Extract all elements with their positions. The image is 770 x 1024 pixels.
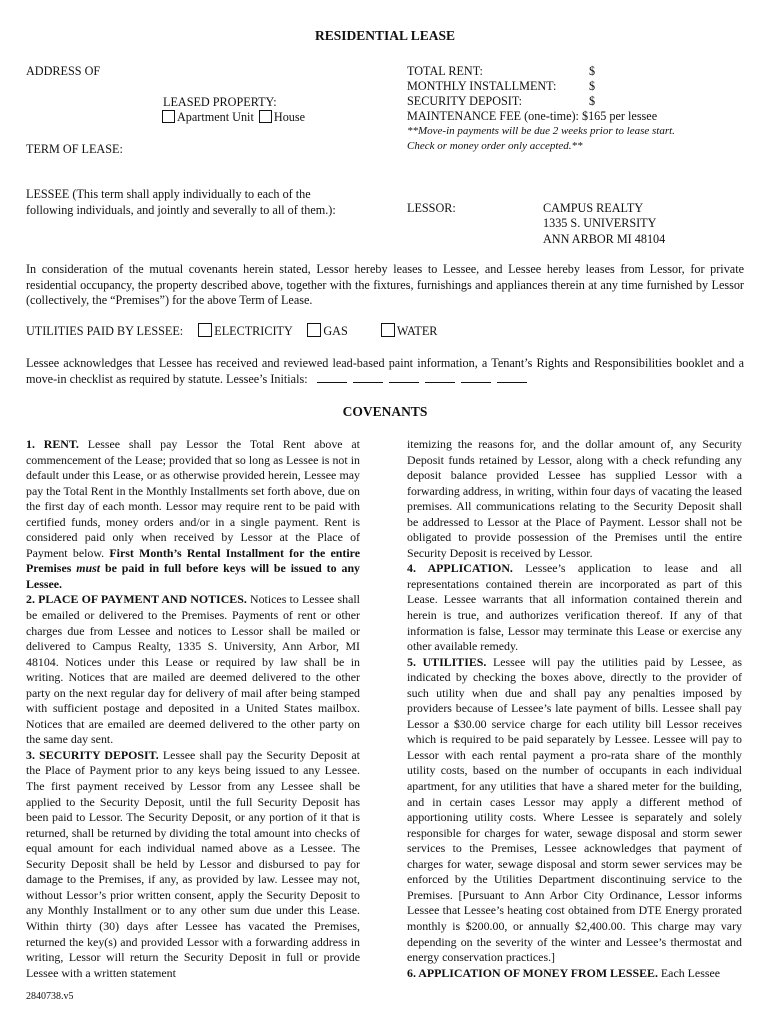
initials-line[interactable] <box>353 373 383 383</box>
section-application <box>407 561 742 654</box>
place-heading: 2. PLACE OF PAYMENT AND NOTICES. <box>26 592 247 607</box>
check-note: Check or money order only accepted.** <box>407 140 583 152</box>
security-deposit-dollar: $ <box>589 94 596 108</box>
right-column <box>407 437 742 981</box>
initials-line[interactable] <box>317 373 347 383</box>
utilities-text: Lessee will pay the utilities paid by Lessee, as indicated by checking the boxes above, directly to the provider of such utility when due and shall pay any penalties imposed by providers because of Lessee’s late payment of bills. Lessee shall pay Lessor a $30.00 service charge for each utility bill Lessor receives which is required to be paid separately by Lessee. Lessee will pay to Lessor with each rental payment a pro-rata share of the monthly utility costs, based on the number of occupants in each individual apartment, for any utilities that have a shared meter for the building, and in certain cases Lessor may apply a different method of apportioning utility costs. Where Lessee is separately and solely responsible for charges for water, sewage disposal and storm sewer services to the Premises, Lessee acknowledges that payment of charges for water, sewage disposal and storm sewer services may be enforced by the Utilities Department discontinuing service to the Premises. [Pursuant to Ann Arbor City Ordinance, Lessor informs Lessee that Lessee’s heating cost obtained from DTE Energy prorated monthly is $200.00, or annually $2,400.00. This charge may vary depending on the severity of the winter and Lessee’s thermostat and energy conservation practices.] <box>407 654 743 965</box>
monthly-installment-dollar: $ <box>589 79 596 93</box>
water-checkbox[interactable] <box>381 323 395 337</box>
lessor-label: LESSOR: <box>407 201 456 215</box>
money-heading: 6. APPLICATION OF MONEY FROM LESSEE. <box>407 965 658 980</box>
total-rent-label: TOTAL RENT: <box>407 64 483 78</box>
house-checkbox[interactable] <box>259 110 272 123</box>
lessee-label-2: following individuals, and jointly and severally to all of them.): <box>26 203 336 217</box>
property-type-options <box>162 110 305 125</box>
left-column <box>26 437 360 981</box>
lessee-label: LESSEE (This term shall apply individually to each of the <box>26 187 311 201</box>
lessor-name: CAMPUS REALTY <box>543 201 644 215</box>
rent-heading: 1. RENT. <box>26 437 79 451</box>
page-title: RESIDENTIAL LEASE <box>315 28 455 43</box>
acknowledgement-paragraph <box>26 356 744 387</box>
covenants-heading: COVENANTS <box>342 404 428 419</box>
utilities-label: UTILITIES PAID BY LESSEE: <box>26 324 184 338</box>
term-label: TERM OF LEASE: <box>26 142 123 156</box>
initials-line[interactable] <box>497 373 527 383</box>
money-text: Each Lessee <box>660 965 721 980</box>
lessor-address-1: 1335 S. UNIVERSITY <box>543 216 657 230</box>
address-label: ADDRESS OF <box>26 64 101 78</box>
monthly-installment-label: MONTHLY INSTALLMENT: <box>407 79 557 93</box>
move-in-note: **Move-in payments will be due 2 weeks prior to lease start. <box>407 125 675 137</box>
section-application-of-money <box>407 966 742 982</box>
section-place-of-payment <box>26 592 360 747</box>
utilities-heading: 5. UTILITIES. <box>407 654 487 669</box>
acknowledgement-text: Lessee acknowledges that Lessee has received and reviewed lead-based paint information, a Tenant’s Rights and Responsibilities booklet and a move-in checklist as required by statute. Lessee’s Initials: <box>26 356 744 386</box>
security-text: Lessee shall pay the Security Deposit at the Place of Payment prior to any keys being issued to any Lessee. The first payment received by Lessor from any Lessee shall be applied to the Security Deposit, until the full Security Deposit has been paid to Lessor. The Security Deposit, or any portion of it that is returned, shall be returned by dividing the total amount into checks of equal amount for each individual named above as a Lessee. The Security Deposit shall be held by Lessor and disbursed to pay for damage to the Premises, if any, as provided by law. Lessee may not, without Lessor’s prior written consent, apply the Security Deposit to any Monthly Installment or to any other sum due under this Lease. Within thirty (30) days after Lessee has vacated the Premises, returned the key(s) and provided Lessor with a forwarding address in writing, Lessor will return the Security Deposit in full or provide Lessee with a written statement <box>26 747 360 980</box>
application-text: Lessee’s application to lease and all representations contained therein are incorporated as part of this Lease. Lessee warrants that all information contained therein and herein is true, and authorizes verification thereof. If any of that information is false, Lessor may terminate this Lease or exercise any other available remedy. <box>407 561 742 654</box>
initials-line[interactable] <box>425 373 455 383</box>
apartment-unit-label: Apartment Unit <box>177 110 254 124</box>
section-rent <box>26 437 360 592</box>
place-text: Notices to Lessee shall be emailed or delivered to the Premises. Payments of rent or other charges due from Lessee and notices to Lessor shall be mailed or delivered to Campus Realty, 1335 S. University, Ann Arbor, MI 48104. Notices under this Lease or required by law shall be in writing. Notices that are mailed are deemed delivered to the other party on the next regular day for delivery of mail after being stamped with sufficient postage and deposited in a United States mailbox. Notices that are emailed are deemed delivered to the other party on the same day sent. <box>26 592 360 747</box>
rent-must: must <box>76 561 101 576</box>
total-rent-dollar: $ <box>589 64 596 78</box>
rent-bold-1: First Month’s Rental Installment for the entire Premises <box>26 545 361 576</box>
electricity-checkbox[interactable] <box>198 323 212 337</box>
section-security-deposit <box>26 748 360 981</box>
security-continued: itemizing the reasons for, and the dollar amount of, any Security Deposit funds retained by Lessor, along with a check refunding any deposit balance provided Lessee has supplied Lessor with a forwarding address, in writing, within four days of vacating the leased premises. All communications relating to the Security Deposit shall be addressed to Lessor at the Place of Payment. Lessor shall not be obligated to provide possession of the Premises until the entire Security Deposit is received by Lessor. <box>407 437 742 560</box>
rent-text: Lessee shall pay Lessor the Total Rent above at commencement of the Lease; provided that so long as Lessee is not in default under this Lease, or as otherwise provided herein, Lessee may pay the Total Rent in the Monthly Installments set forth above, due on the first day of each month. Lessor may require rent to be paid with certified funds, money orders and/or in a single payment. Rent is considered paid only when received by Lessor at the Place of Payment below. <box>26 437 360 560</box>
leased-property-label: LEASED PROPERTY: <box>163 95 277 109</box>
gas-label: GAS <box>323 324 348 338</box>
initials-line[interactable] <box>461 373 491 383</box>
consideration-paragraph: In consideration of the mutual covenants herein stated, Lessor hereby leases to Lessee, and Lessee hereby leases from Lessor, for private residential occupancy, the property described above, together with the fixtures, furnishings and appliances therein at any time furnished by Lessor (collectively, the “Premises”) for the above Term of Lease. <box>26 262 744 307</box>
electricity-label: ELECTRICITY <box>214 324 293 338</box>
security-heading: 3. SECURITY DEPOSIT. <box>26 747 159 762</box>
lessor-address-2: ANN ARBOR MI 48104 <box>543 232 666 246</box>
apartment-unit-checkbox[interactable] <box>162 110 175 123</box>
application-heading: 4. APPLICATION. <box>407 561 513 576</box>
rent-bold-2: be paid in full before keys will be issued to any Lessee. <box>26 561 360 591</box>
footer-doc-id: 2840738.v5 <box>26 991 74 1002</box>
initials-line[interactable] <box>389 373 419 383</box>
house-label: House <box>273 110 306 124</box>
section-utilities <box>407 655 742 966</box>
security-deposit-label: SECURITY DEPOSIT: <box>407 94 523 108</box>
gas-checkbox[interactable] <box>307 323 321 337</box>
maintenance-fee: MAINTENANCE FEE (one-time): $165 per lessee <box>407 109 658 123</box>
utilities-row <box>26 323 437 339</box>
water-label: WATER <box>396 324 438 338</box>
